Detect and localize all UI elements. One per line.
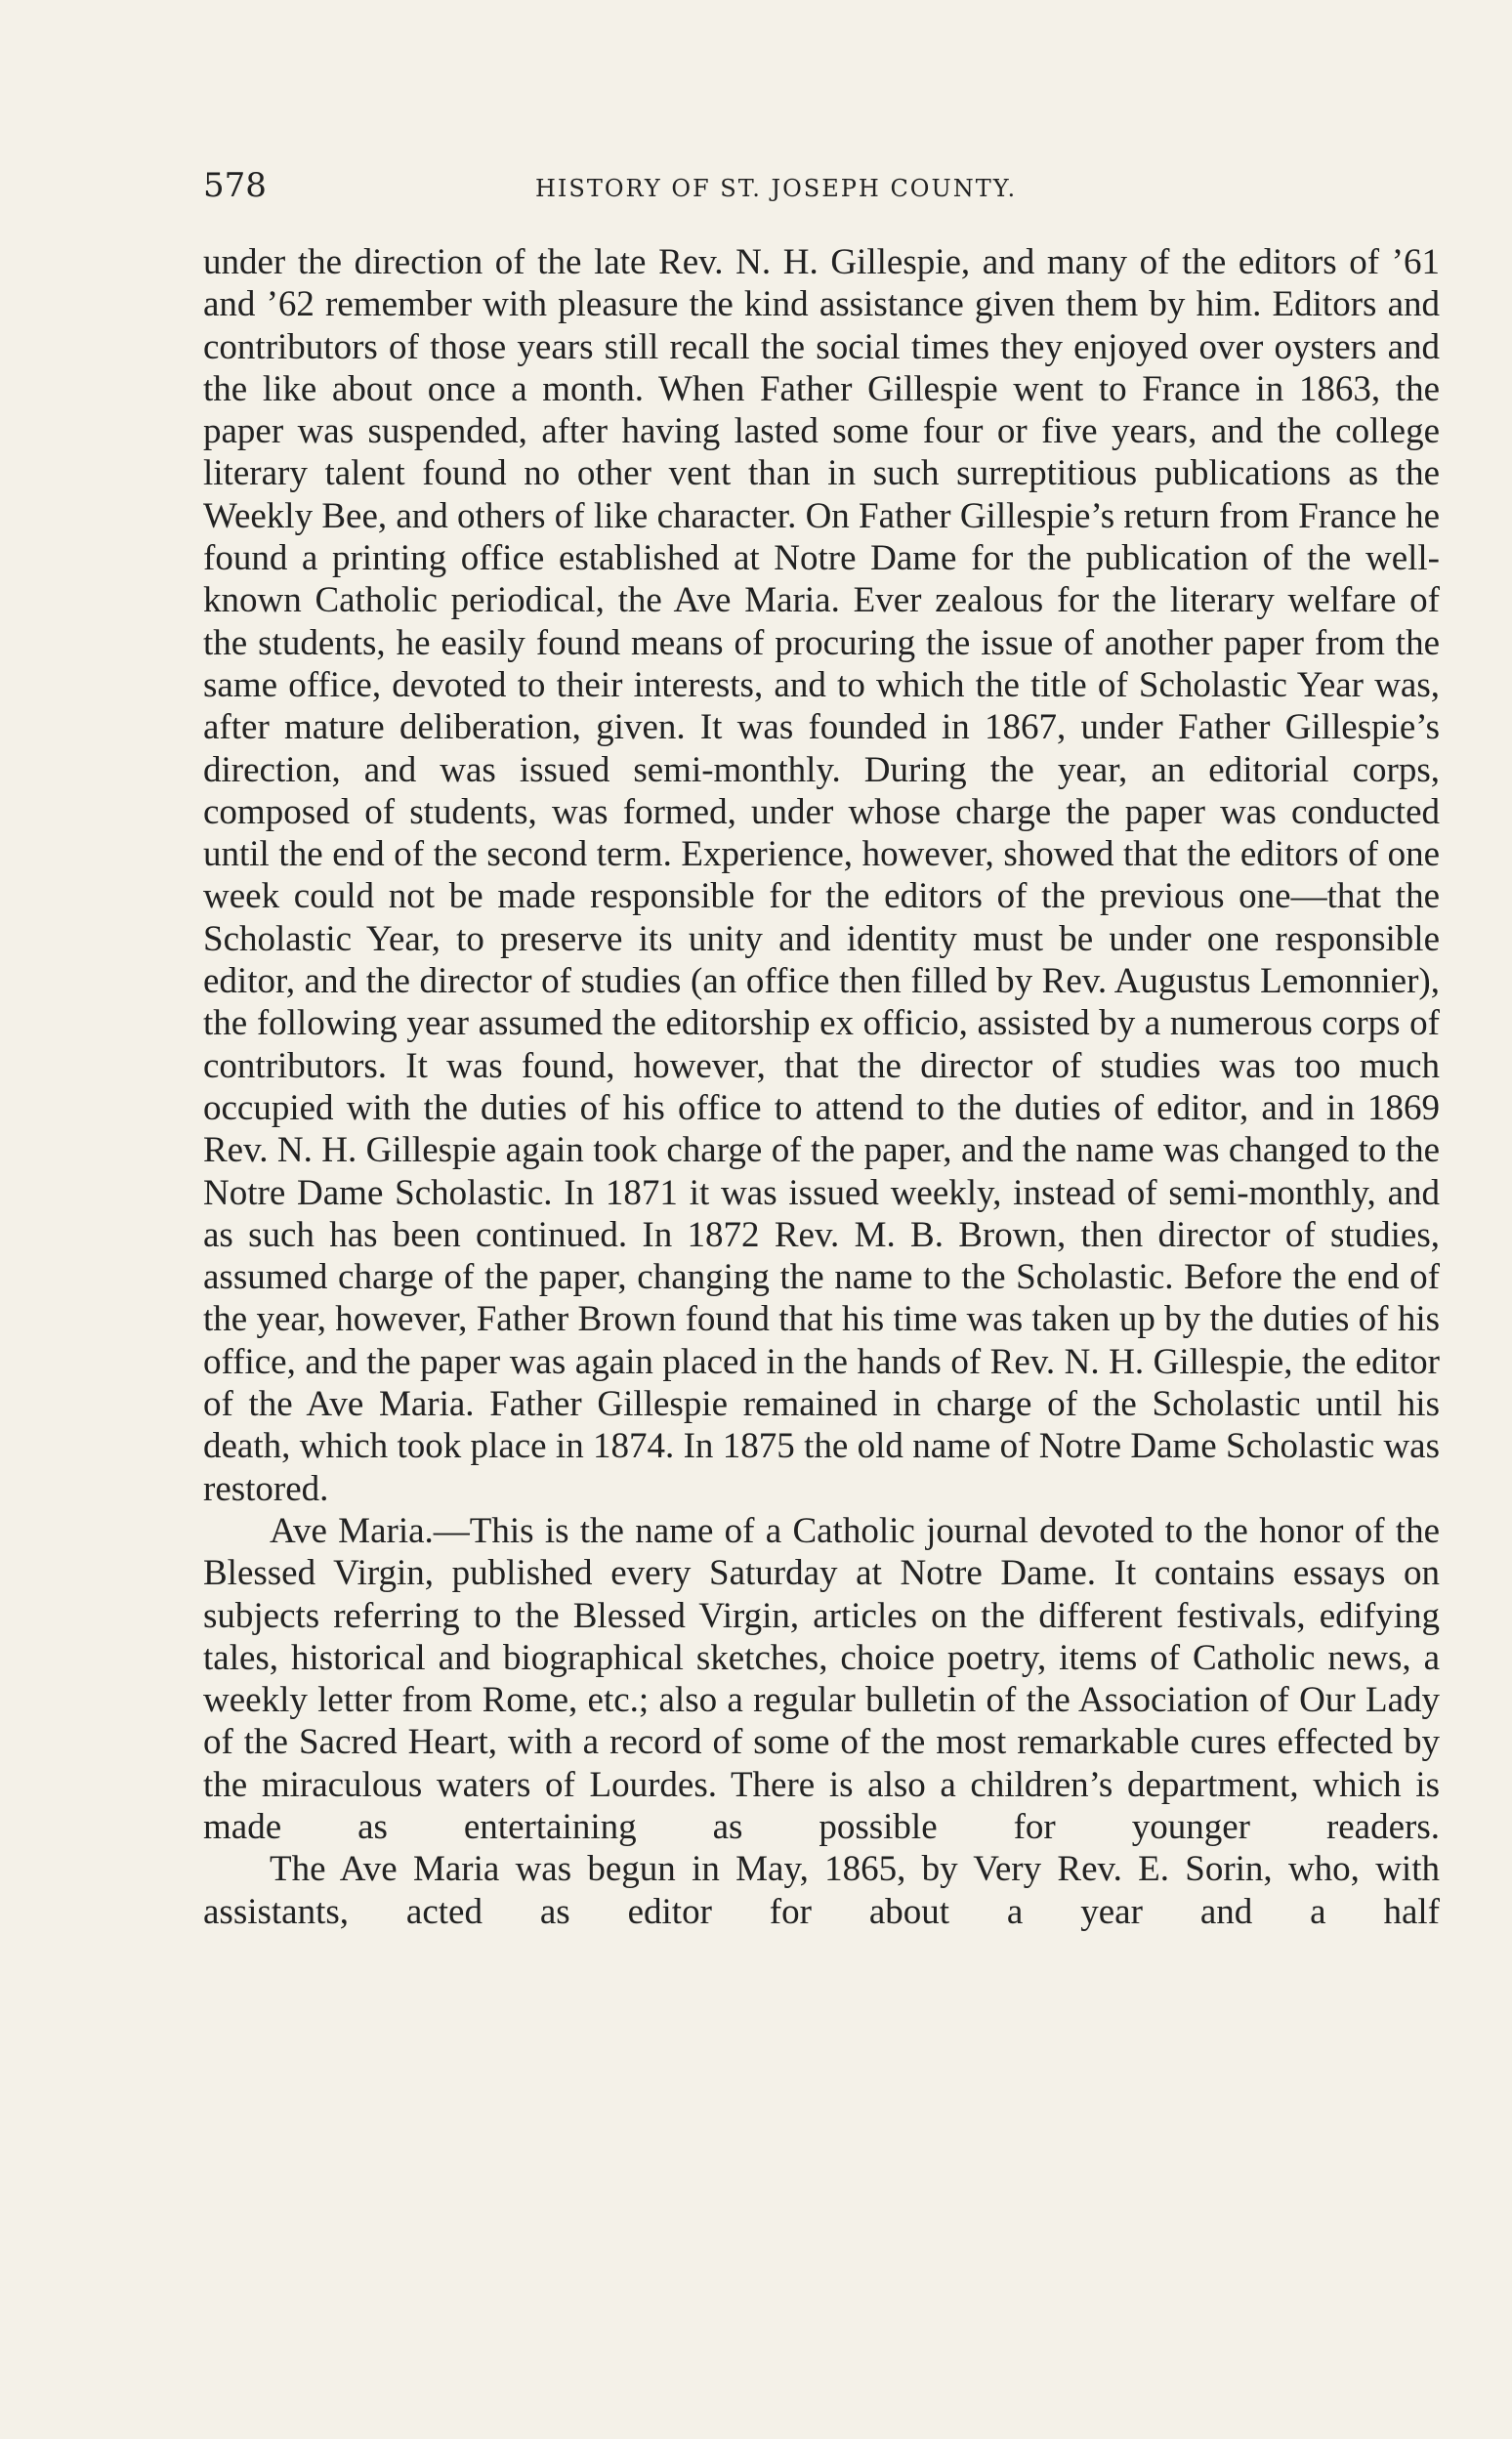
paragraph-ave-maria-founding: The Ave Maria was begun in May, 1865, by Very Rev. E. Sorin, who, with assistants, acted as editor for about a year and a half xyxy=(203,1849,1440,1932)
paragraph-scholastic-history: under the direction of the late Rev. N. H. Gillespie, and many of the editors of ’61 and ’62 remember with pleasure the kind assistance given them by him. Editors and contributors of those years still recall the social times they enjoyed over oysters and the like about once a month. When Father Gillespie went to France in 1863, the paper was suspended, after having lasted some four or five years, and the college literary talent found no other vent than in such surreptitious publications as the Weekly Bee, and others of like character. On Father Gillespie’s return from France he found a printing office established at Notre Dame for the publication of the well-known Catholic periodical, the Ave Maria. Ever zealous for the literary welfare of the students, he easily found means of procuring the issue of another paper from the same office, devoted to their interests, and to which the title of Scholastic Year was, after mature deliberation, given. It was founded in 1867, under Father Gillespie’s direction, and was issued semi-monthly. During the year, an editorial corps, composed of students, was formed, under whose charge the paper was conducted until the end of the second term. Experience, however, showed that the editors of one week could not be made responsible for the editors of the previous one—that the Scholastic Year, to preserve its unity and identity must be under one responsible editor, and the director of studies (an office then filled by Rev. Augustus Lemonnier), the following year assumed the editorship ex officio, assisted by a numerous corps of contributors. It was found, however, that the director of studies was too much occupied with the duties of his office to attend to the duties of editor, and in 1869 Rev. N. H. Gillespie again took charge of the paper, and the name was changed to the Notre Dame Scholastic. In 1871 it was issued weekly, instead of semi-monthly, and as such has been continued. In 1872 Rev. M. B. Brown, then director of studies, assumed charge of the paper, changing the name to the Scholastic. Before the end of the year, however, Father Brown found that his time was taken up by the duties of his office, and the paper was again placed in the hands of Rev. N. H. Gillespie, the editor of the Ave Maria. Father Gillespie remained in charge of the Scholastic until his death, which took place in 1874. In 1875 the old name of Notre Dame Scholastic was restored. xyxy=(203,242,1440,1509)
page-header xyxy=(203,166,1440,215)
running-head: HISTORY OF ST. JOSEPH COUNTY. xyxy=(535,175,1018,202)
paragraph-ave-maria-description: Ave Maria.—This is the name of a Catholic journal devoted to the honor of the Blessed Virgin, published every Saturday at Notre Dame. It contains essays on subjects referring to the Blessed Virgin, articles on the different festivals, edifying tales, historical and biographical sketches, choice poetry, items of Catholic news, a weekly letter from Rome, etc.; also a regular bulletin of the Association of Our Lady of the Sacred Heart, with a record of some of the most remarkable cures effected by the miraculous waters of Lourdes. There is also a children’s department, which is made as entertaining as possible for younger readers. xyxy=(203,1510,1440,1847)
body-text xyxy=(203,241,1440,1933)
page-number: 578 xyxy=(203,166,267,205)
